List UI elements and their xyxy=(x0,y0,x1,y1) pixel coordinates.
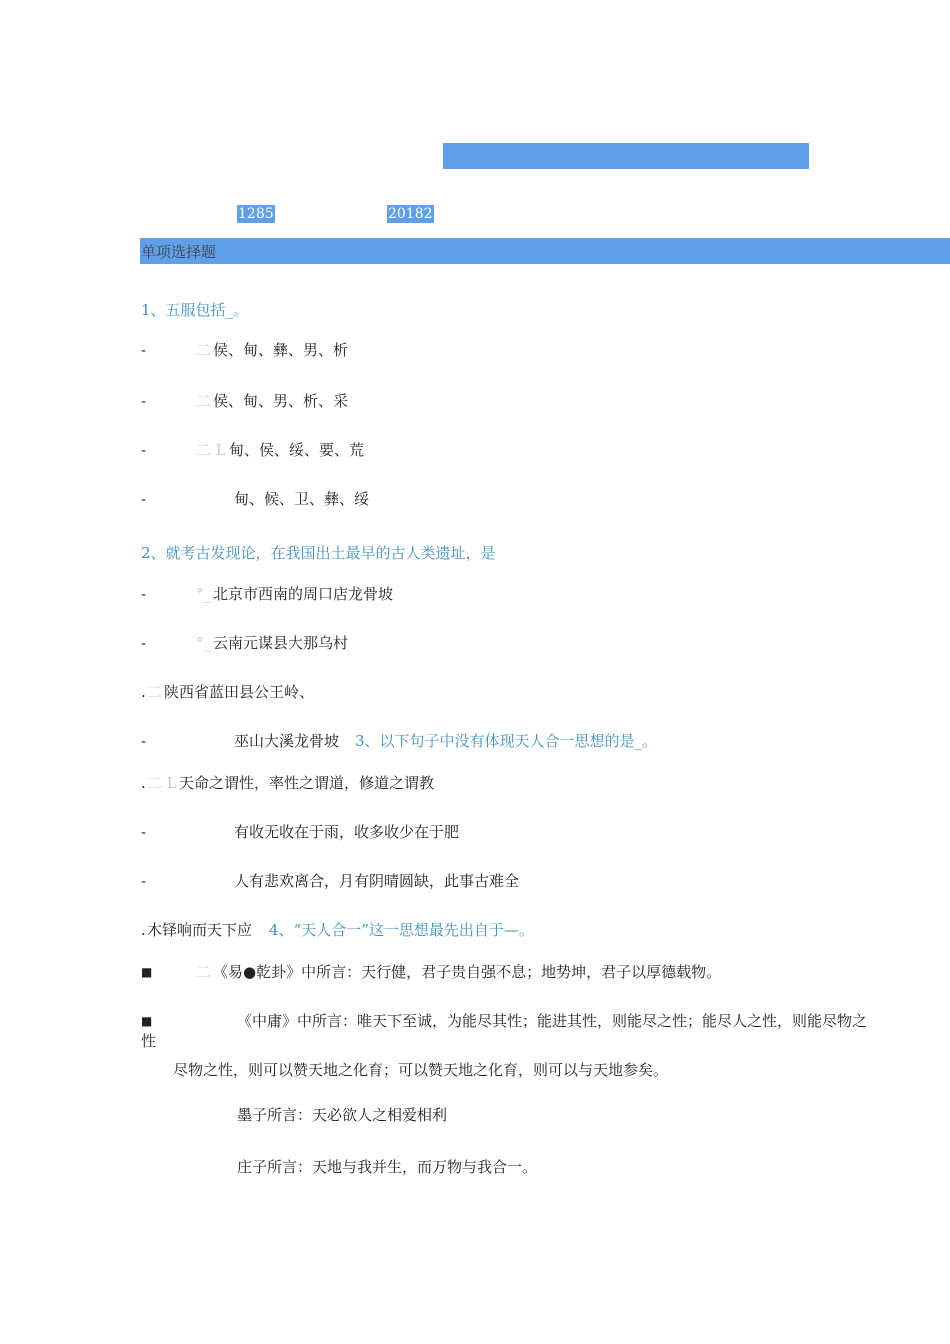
option-text: 陕西省蓝田县公王岭、 xyxy=(164,683,315,701)
option-bullet: . xyxy=(141,921,146,939)
option-bullet: - xyxy=(141,872,147,890)
option-mark: 二 L xyxy=(196,441,226,459)
option-text: 《中庸》中所言：唯天下至诚，为能尽其性；能进其性，则能尽之性；能尽人之性，则能尽物之 xyxy=(237,1012,868,1030)
option-text: 北京市西南的周口店龙骨坡 xyxy=(213,585,394,603)
option-text-continued: 尽物之性，则可以赞天地之化育；可以赞天地之化育，则可以与天地参矣。 xyxy=(173,1061,669,1079)
option-text: 有收无收在于雨，收多收少在于肥 xyxy=(234,823,460,841)
option-bullet: - xyxy=(141,490,147,508)
option-mark: 二 xyxy=(147,683,163,701)
option-bullet: ■ xyxy=(141,1014,153,1028)
question-1: 1、五服包括_。 xyxy=(141,301,249,319)
option-bullet: ■ xyxy=(141,965,153,979)
option-text: 侯、甸、男、析、采 xyxy=(213,392,349,410)
option-bullet: - xyxy=(141,392,147,410)
option-text: 侯、甸、彝、男、析 xyxy=(213,341,349,359)
question-4: 4、“天人合一”这一思想最先出自于—。 xyxy=(269,921,534,939)
option-bullet: - xyxy=(141,823,147,841)
option-mark: °_ xyxy=(196,634,211,652)
option-text: 《易●乾卦》中所言：天行健，君子贵自强不息；地势坤，君子以厚德载物。 xyxy=(213,963,722,981)
option-mark: 二 xyxy=(196,392,212,410)
option-bullet: - xyxy=(141,732,147,750)
option-bullet: - xyxy=(141,441,147,459)
code-left: 1285 xyxy=(238,206,274,222)
option-mark: 二 xyxy=(196,341,212,359)
option-text: 庄子所言：天地与我并生，而万物与我合一。 xyxy=(237,1158,538,1176)
option-text: 木铎响而天下应 xyxy=(147,921,253,939)
option-text: 云南元谋县大那乌村 xyxy=(213,634,349,652)
option-text: 甸、候、卫、彝、绥 xyxy=(234,490,370,508)
option-bullet: - xyxy=(141,585,147,603)
section-title: 单项选择题 xyxy=(141,243,217,261)
option-bullet: . xyxy=(141,774,146,792)
option-mark: 二 L xyxy=(147,774,177,792)
question-3: 3、以下句子中没有体现天人合一思想的是_。 xyxy=(355,732,658,750)
option-text: 墨子所言：天必欲人之相爱相利 xyxy=(237,1106,448,1124)
question-2: 2、就考古发现论，在我国出土最早的古人类遗址，是 xyxy=(141,544,496,562)
option-text: 甸、侯、绥、要、荒 xyxy=(229,441,365,459)
option-mark: 二 xyxy=(196,963,212,981)
option-text-wrap: 性 xyxy=(141,1032,157,1050)
title-banner xyxy=(443,143,809,169)
code-right: 20182 xyxy=(388,206,433,222)
section-bar xyxy=(140,238,950,264)
option-text: 天命之谓性，率性之谓道，修道之谓教 xyxy=(179,774,435,792)
option-bullet: - xyxy=(141,634,147,652)
option-bullet: - xyxy=(141,341,147,359)
option-text: 巫山大溪龙骨坡 xyxy=(234,732,340,750)
option-mark: °_ xyxy=(196,585,211,603)
option-text: 人有悲欢离合，月有阴晴圆缺，此事古难全 xyxy=(234,872,520,890)
option-bullet: . xyxy=(141,683,146,701)
